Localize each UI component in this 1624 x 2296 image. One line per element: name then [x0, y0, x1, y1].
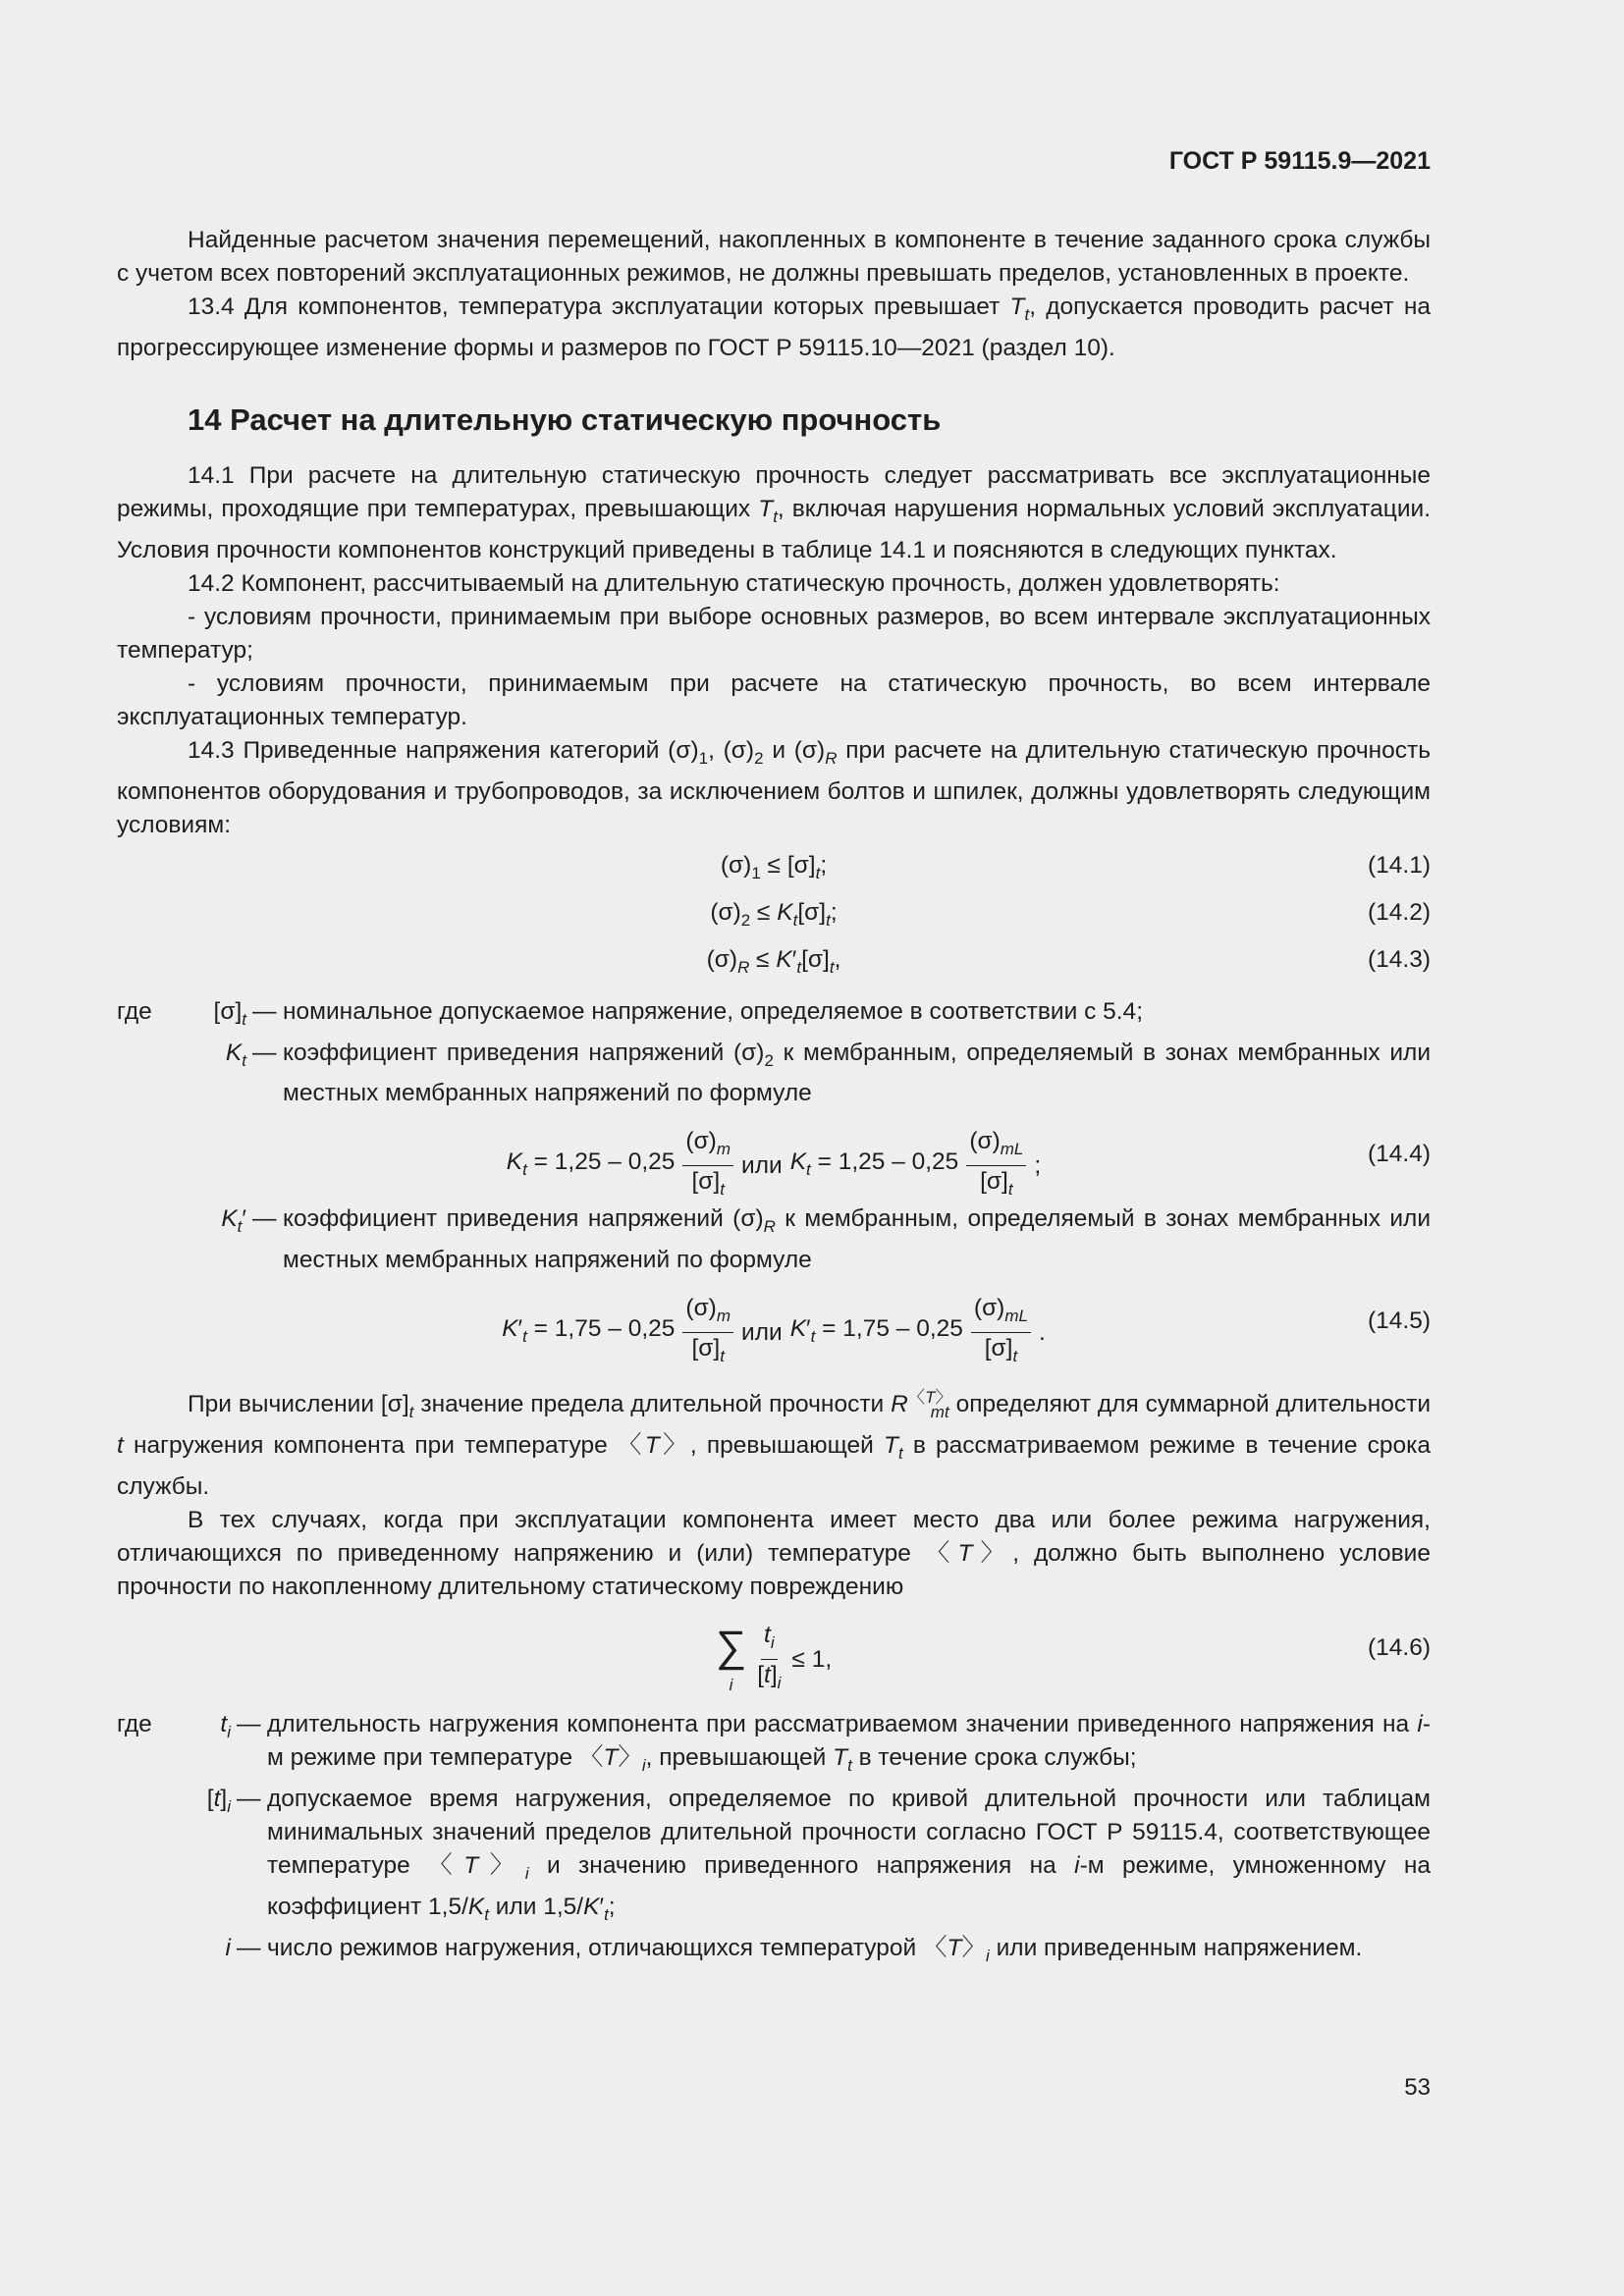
definition-kt: $K_t$ — коэффициент приведения напряжений $(\sigma)_2$ к мембранным, определяемый в зонах мембранных или местных мембранных напряжений по формуле [117, 1037, 1431, 1111]
equation-14-6 [117, 1608, 1431, 1692]
standard-header: ГОСТ Р 59115.9—2021 [1168, 147, 1431, 175]
equation-14-6-formula: ∑ $_i$ $\frac{t_i}{[t]_i}$ ≤ 1, [715, 1622, 833, 1694]
paragraph-14-2-item-b: - условиям прочности, принимаемым при расчете на статическую прочность, во всем интервале эксплуатационных температур. [117, 669, 1431, 730]
paragraph-rupture-strength: При вычислении $[\sigma]_t$ значение предела длительной прочности $R^{〈T〉}_{mt}$ определяют для суммарной длительности t нагружения компонента при температуре 〈T〉, превышающей $T_t$ в рассматриваемом режиме в течение срока службы. [117, 1388, 1432, 1501]
definition-text: коэффициент приведения напряжений $(\sigma)_R$ к мембранным, определяемый в зонах мембранных или местных мембранных напряжений по формуле [283, 1205, 1432, 1274]
equation-14-3-formula: $(\sigma)_R \le K'_t[\sigma]_t$, [706, 945, 841, 977]
paragraph-14-2-item-a: - условиям прочности, принимаемым при выборе основных размеров, во всем интервале эксплуатационных температур; [117, 603, 1431, 664]
equation-14-2-formula: $(\sigma)_2 \le K_t[\sigma]_t$; [710, 898, 838, 930]
definition-text: число режимов нагружения, отличающихся температурой 〈T〉$_i$ или приведенным напряжением. [267, 1934, 1363, 1965]
equation-14-4-formula: $K_t = 1,25 - 0,25$ $\frac{(\sigma)_m}{[\sigma]_t}$ или $K_t = 1,25 - 0,25$ $\frac{(\sigma)_{mL}}{[\sigma]_t}$ ; [506, 1128, 1042, 1200]
page-body [117, 224, 1431, 1973]
paragraph-displacements: Найденные расчетом значения перемещений, накопленных в компоненте в течение заданного срока службы с учетом всех повторений эксплуатационных режимов, не должны превышать пределов, установленных в проекте. [117, 227, 1431, 287]
definition-term: $[t]_i$ [206, 1786, 231, 1817]
definition-term: где $[\sigma]_t$ [117, 997, 246, 1029]
equation-number: (14.2) [1367, 898, 1431, 926]
definition-allowable-time: $[t]_i$ — допускаемое время нагружения, определяемое по кривой длительной прочности или таблицам минимальных значений пределов длительной прочности согласно ГОСТ Р 59115.4, соответствующее температуре 〈T〉$_i$ и значению приведенного напряжения на i-м режиме, умноженному на коэффициент $1,5/K_t$ или $1,5/K'_t$; [117, 1783, 1431, 1932]
equation-14-4 [117, 1114, 1431, 1199]
definition-i: i — число режимов нагружения, отличающихся температурой 〈T〉$_i$ или приведенным напряжением. [117, 1932, 1431, 1973]
definition-term: $K_t'$ [221, 1205, 246, 1237]
section-14-heading: 14 Расчет на длительную статическую прочность [188, 401, 942, 437]
paragraph-13-4: 13.4 Для компонентов, температура эксплуатации которых превышает $T_t$, допускается проводить расчет на прогрессирующее изменение формы и размеров по ГОСТ Р 59115.10—2021 (раздел 10). [117, 294, 1431, 361]
definition-term: где $t_i$ [117, 1711, 231, 1742]
equation-14-1-formula: $(\sigma)_1 \le [\sigma]_t$; [720, 851, 828, 882]
definition-text: допускаемое время нагружения, определяемое по кривой длительной прочности или таблицам минимальных значений пределов длительной прочности согласно ГОСТ Р 59115.4, соответствующее температуре 〈T〉$_i$ и значению приведенного напряжения на i-м режиме, умноженному на коэффициент $1,5/K_t$ или $1,5/K'_t$; [267, 1786, 1431, 1924]
paragraph-14-3: 14.3 Приведенные напряжения категорий $(\sigma)_1$, $(\sigma)_2$ и $(\sigma)_R$ при расчете на длительную статическую прочность компонентов оборудования и трубопроводов, за исключением болтов и шпилек, должны удовлетворять следующим условиям: [117, 736, 1431, 838]
equation-number: (14.3) [1367, 945, 1431, 973]
equation-14-1 [117, 842, 1431, 889]
definition-kt-prime: $K_t'$ — коэффициент приведения напряжений $(\sigma)_R$ к мембранным, определяемый в зонах мембранных или местных мембранных напряжений по формуле [117, 1202, 1431, 1277]
equation-number: (14.5) [1367, 1308, 1431, 1335]
definition-term: i [225, 1934, 231, 1961]
page-number: 53 [1404, 2074, 1431, 2101]
definition-term: $K_t$ [225, 1039, 246, 1070]
equation-number: (14.4) [1367, 1141, 1431, 1168]
equation-14-2 [117, 889, 1431, 936]
equation-14-3 [117, 936, 1431, 984]
equation-number: (14.6) [1367, 1634, 1431, 1662]
paragraph-14-2: 14.2 Компонент, рассчитываемый на длительную статическую прочность, должен удовлетворять: [188, 569, 1280, 597]
definition-ti: где $t_i$ — длительность нагружения компонента при рассматриваемом значении приведенного напряжения на i-м режиме при температуре 〈T〉$_i$, превышающей $T_t$ в течение срока службы; [117, 1708, 1431, 1783]
definition-text: номинальное допускаемое напряжение, определяемое в соответствии с 5.4; [283, 997, 1143, 1025]
paragraph-multiple-modes: В тех случаях, когда при эксплуатации компонента имеет место два или более режима нагружения, отличающихся по приведенному напряжению и (или) температуре 〈T〉, должно быть выполнено условие прочности по накопленному длительному статическому повреждению [117, 1507, 1431, 1601]
equation-14-5 [117, 1281, 1431, 1365]
equation-number: (14.1) [1367, 851, 1431, 879]
definition-text: длительность нагружения компонента при рассматриваемом значении приведенного напряжения на i-м режиме при температуре 〈T〉$_i$, превышающей $T_t$ в течение срока службы; [267, 1711, 1431, 1776]
definition-text: коэффициент приведения напряжений $(\sigma)_2$ к мембранным, определяемый в зонах мембранных или местных мембранных напряжений по формуле [283, 1039, 1432, 1107]
equation-14-5-formula: $K'_t = 1,75 - 0,25$ $\frac{(\sigma)_m}{[\sigma]_t}$ или $K'_t = 1,75 - 0,25$ $\frac{(\sigma)_{mL}}{[\sigma]_t}$ . [502, 1295, 1046, 1366]
paragraph-14-1: 14.1 При расчете на длительную статическую прочность следует рассматривать все эксплуатационные режимы, проходящие при температурах, превышающих $T_t$, включая нарушения нормальных условий эксплуатации. Условия прочности компонентов конструкций приведены в таблице 14.1 и поясняются в следующих пунктах. [117, 461, 1431, 563]
definition-sigma-t: где $[\sigma]_t$ — номинальное допускаемое напряжение, определяемое в соответствии с 5.4; [117, 995, 1431, 1037]
